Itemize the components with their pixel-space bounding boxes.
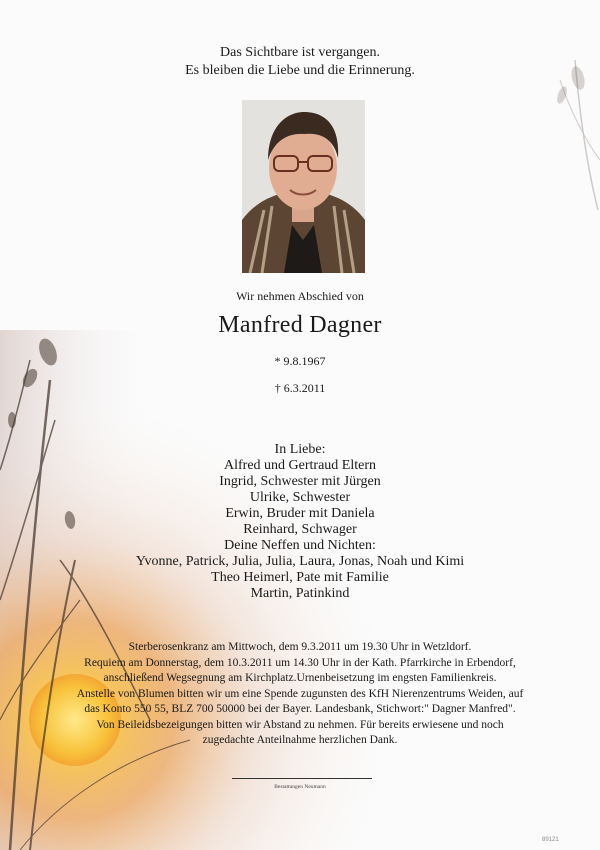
mourner-line: Ulrike, Schwester xyxy=(249,490,351,505)
notice-line: Von Beileidsbezeigungen bitten wir Abstand zu nehmen. Für bereits erwiesene und noch xyxy=(96,718,504,731)
memorial-quote xyxy=(0,44,600,80)
notice-line: das Konto 550 55, BLZ 700 50000 bei der Bayer. Landesbank, Stichwort:" Dagner Manfred". xyxy=(84,703,516,715)
portrait-photo xyxy=(242,100,365,273)
service-notice xyxy=(55,640,545,749)
deceased-name: Manfred Dagner xyxy=(218,312,382,338)
notice-line: Anstelle von Blumen bitten wir um eine Spende zugunsten des KfH Nierenzentrums Weiden, auf xyxy=(76,687,524,700)
mourner-line: In Liebe: xyxy=(274,442,326,457)
farewell-intro: Wir nehmen Abschied von xyxy=(236,289,364,303)
mourner-line: Erwin, Bruder mit Daniela xyxy=(225,506,375,521)
mourner-line: Martin, Patinkind xyxy=(250,586,350,601)
birth-date: * 9.8.1967 xyxy=(274,354,326,368)
mourner-line: Yvonne, Patrick, Julia, Julia, Laura, Jonas, Noah und Kimi xyxy=(135,554,465,569)
mourner-line: Reinhard, Schwager xyxy=(243,522,357,537)
footer-code: 89121 xyxy=(542,837,559,843)
notice-line: zugedachte Anteilnahme herzlichen Dank. xyxy=(202,734,398,746)
mourners-list xyxy=(0,442,600,602)
undertaker-name: Bestattungen Neumann xyxy=(274,784,326,790)
death-date: † 6.3.2011 xyxy=(274,381,326,395)
mourner-line: Deine Neffen und Nichten: xyxy=(224,538,376,553)
signature-divider xyxy=(232,778,372,779)
quote-line-1: Das Sichtbare ist vergangen. xyxy=(220,45,380,60)
mourner-line: Ingrid, Schwester mit Jürgen xyxy=(219,474,381,489)
notice-line: Requiem am Donnerstag, dem 10.3.2011 um 14.30 Uhr in der Kath. Pfarrkirche in Erbendorf, xyxy=(84,656,516,669)
notice-line: anschließend Wegsegnung am Kirchplatz.Urnenbeisetzung im engsten Familienkreis. xyxy=(103,672,497,684)
mourner-line: Alfred und Gertraud Eltern xyxy=(224,458,376,473)
mourner-line: Theo Heimerl, Pate mit Familie xyxy=(211,570,389,585)
quote-line-2: Es bleiben die Liebe und die Erinnerung. xyxy=(185,63,415,78)
notice-line: Sterberosenkranz am Mittwoch, dem 9.3.2011 um 19.30 Uhr in Wetzldorf. xyxy=(128,641,472,653)
